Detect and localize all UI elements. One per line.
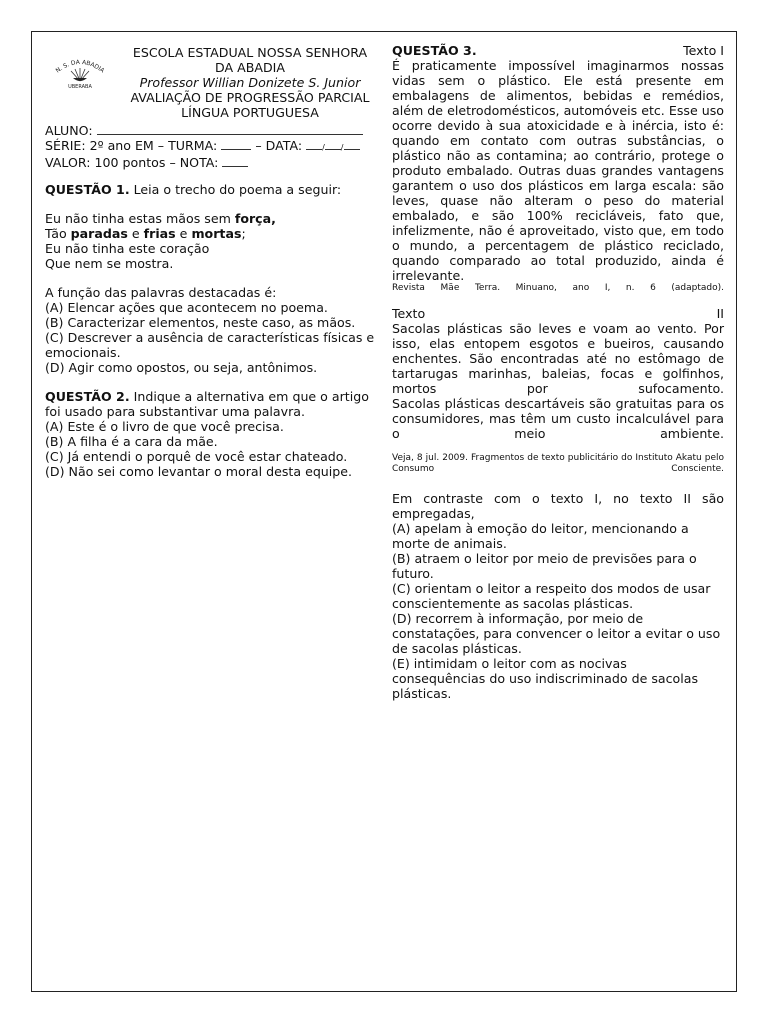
exam-header xyxy=(45,43,375,125)
valor-row xyxy=(45,155,375,170)
question-3 xyxy=(392,43,724,701)
q1-prompt: Leia o trecho do poema a seguir: xyxy=(133,182,342,197)
texto1-body: É praticamente impossível imaginarmos nossas vidas sem o plástico. Ele está presente em embalagens de alimentos, bebidas e remédios, além de eletrodomésticos, automóveis etc. Esse uso ocorre devido à sua atoxicidade e à inércia, isto é: quando em contato com outras substâncias, o plástico não as contamina; ao contrário, protege o produto embalado. Outras duas grandes vantagens garantem o uso dos plásticos em larga escala: são leves, quase não alteram o peso do material embalado, e são 100% recicláveis, fato que, infelizmente, não é aproveitado, visto que, em todo o mundo, a percentagem de plástico reciclado, quando comparado ao total produzido, ainda é irrelevante. xyxy=(392,58,724,283)
q1-option-c[interactable]: (C) Descrever a ausência de características físicas e emocionais. xyxy=(45,330,375,360)
q2-option-d[interactable]: (D) Não sei como levantar o moral desta equipe. xyxy=(45,464,353,479)
poem-bold-mortas: mortas xyxy=(191,226,242,241)
data-year-field[interactable] xyxy=(344,138,360,150)
svg-text:N. S. DA ABADIA: N. S. DA ABADIA xyxy=(54,58,106,75)
q3-option-b[interactable]: (B) atraem o leitor por meio de previsões para o futuro. xyxy=(392,551,697,581)
teacher-name: Professor Willian Donizete S. Junior xyxy=(139,75,361,90)
question-1 xyxy=(45,182,375,375)
data-label: – DATA: xyxy=(255,138,303,153)
q1-option-a[interactable]: (A) Elencar ações que acontecem no poema. xyxy=(45,300,328,315)
q3-option-d[interactable]: (D) recorrem à informação, por meio de constatações, para convencer o leitor a evitar o uso de sacolas plásticas. xyxy=(392,611,721,656)
q1-question: A função das palavras destacadas é: xyxy=(45,285,277,300)
poem-bold-frias: frias xyxy=(143,226,176,241)
q3-question: Em contraste com o texto I, no texto II são empregadas, xyxy=(392,491,724,521)
q2-option-a[interactable]: (A) Este é o livro de que você precisa. xyxy=(45,419,284,434)
texto2-label-word: Texto xyxy=(392,306,426,321)
q3-option-c[interactable]: (C) orientam o leitor a respeito dos modos de usar conscientemente as sacolas plásticas. xyxy=(392,581,711,611)
q2-number: QUESTÃO 2. xyxy=(45,389,130,404)
exam-sheet xyxy=(31,31,737,992)
q1-option-b[interactable]: (B) Caracterizar elementos, neste caso, as mãos. xyxy=(45,315,356,330)
right-column xyxy=(392,43,724,701)
texto2-paragraph-1: Sacolas plásticas são leves e voam ao vento. Por isso, elas entopem esgotos e bueiros, causando enchentes. São encontradas até no estômago de tartarugas marinhas, baleias, focas e golfinhos, mortos por sufocamento. xyxy=(392,321,724,396)
q3-number: QUESTÃO 3. xyxy=(392,43,477,58)
q2-prompt: Indique a alternativa em que o artigo foi usado para substantivar uma palavra. xyxy=(45,389,369,419)
poem-line-1: Eu não tinha estas mãos sem xyxy=(45,211,235,226)
poem-text: ; xyxy=(241,226,246,241)
svg-text:UBERABA: UBERABA xyxy=(68,84,92,89)
question-2 xyxy=(45,389,375,479)
student-fields xyxy=(45,123,375,170)
serie-row: SÉRIE: 2º ano EM – TURMA: – DATA: / / xyxy=(45,138,375,155)
data-month-field[interactable] xyxy=(325,138,341,150)
valor-label: VALOR: 100 pontos – NOTA: xyxy=(45,155,219,170)
poem-text: e xyxy=(127,226,144,241)
poem-line-4: Que nem se mostra. xyxy=(45,256,174,271)
texto2-paragraph-2: Sacolas plásticas descartáveis são gratuitas para os consumidores, mas têm um custo incalculável para o meio ambiente. xyxy=(392,396,724,441)
texto1-label: Texto I xyxy=(683,43,724,58)
q1-poem xyxy=(45,211,375,271)
q2-option-b[interactable]: (B) A filha é a cara da mãe. xyxy=(45,434,218,449)
aluno-row xyxy=(45,123,375,138)
q3-option-e[interactable]: (E) intimidam o leitor com as nocivas consequências do uso indiscriminado de sacolas plásticas. xyxy=(392,656,699,701)
q3-heading xyxy=(392,43,724,58)
exam-title: AVALIAÇÃO DE PROGRESSÃO PARCIAL xyxy=(130,90,370,105)
subject-name: LÍNGUA PORTUGUESA xyxy=(181,105,319,120)
poem-bold-forca: força, xyxy=(234,211,276,226)
turma-field[interactable] xyxy=(221,138,251,150)
poem-text: e xyxy=(175,226,192,241)
left-column xyxy=(45,43,375,479)
texto2-source: Veja, 8 jul. 2009. Fragmentos de texto publicitário do Instituto Akatu pelo Consumo Consciente. xyxy=(392,453,724,474)
q1-option-d[interactable]: (D) Agir como opostos, ou seja, antônimos. xyxy=(45,360,318,375)
poem-bold-paradas: paradas xyxy=(70,226,128,241)
poem-line-3: Eu não tinha este coração xyxy=(45,241,210,256)
q2-option-c[interactable]: (C) Já entendi o porquê de você estar chateado. xyxy=(45,449,348,464)
school-logo xyxy=(49,51,111,89)
school-name-line1: ESCOLA ESTADUAL NOSSA SENHORA xyxy=(132,45,368,60)
nota-field[interactable] xyxy=(222,155,248,167)
aluno-label: ALUNO: xyxy=(45,123,93,138)
poem-line-2: Tão xyxy=(45,226,71,241)
serie-label: SÉRIE: 2º ano EM – TURMA: xyxy=(45,138,218,153)
q3-option-a[interactable]: (A) apelam à emoção do leitor, mencionando a morte de animais. xyxy=(392,521,689,551)
texto1-source: Revista Mãe Terra. Minuano, ano I, n. 6 (adaptado). xyxy=(392,283,724,293)
q1-number: QUESTÃO 1. xyxy=(45,182,130,197)
school-name-line2: DA ABADIA xyxy=(215,60,285,75)
texto2-heading xyxy=(392,306,724,321)
header-text xyxy=(115,45,385,120)
texto2-label-num: II xyxy=(716,306,724,321)
data-day-field[interactable] xyxy=(306,138,322,150)
